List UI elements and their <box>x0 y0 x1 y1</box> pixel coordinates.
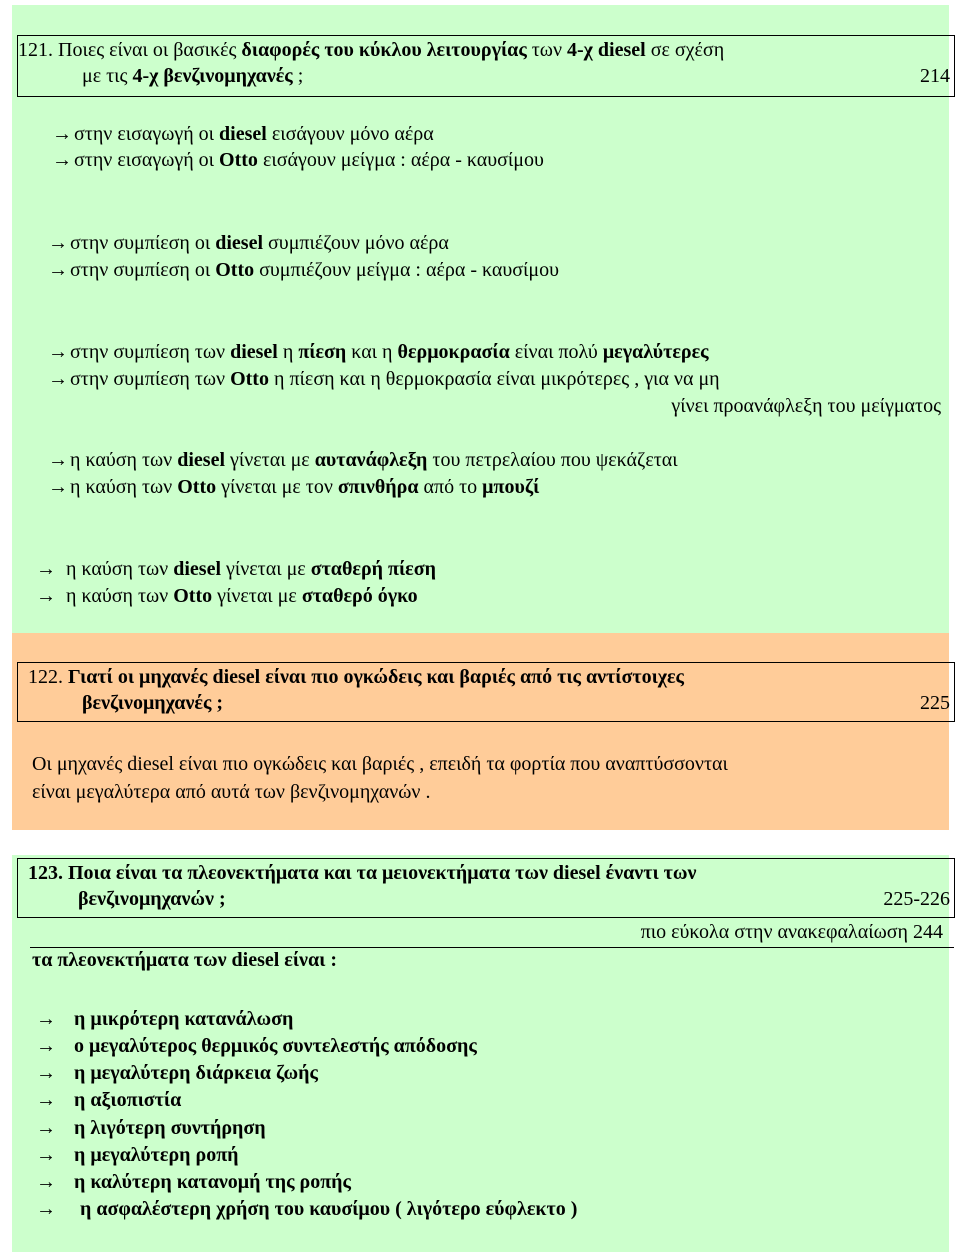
arrow-right-icon: → <box>52 149 72 171</box>
q122-number: 122. <box>28 666 63 688</box>
item-bold: μεγαλύτερες <box>602 341 709 363</box>
item-bold: Otto <box>219 149 258 171</box>
list-item <box>48 447 678 473</box>
item-text: η καύση των <box>66 558 174 580</box>
list-item <box>36 1115 266 1141</box>
item-text: είναι πολύ <box>509 341 603 363</box>
list-item <box>48 230 449 256</box>
q121-bold: διαφορές του κύκλου λειτουργίας <box>241 39 527 61</box>
list-item <box>48 257 559 283</box>
item-text: εισάγουν μείγμα : αέρα - καυσίμου <box>257 149 544 171</box>
advantage-text: η μεγαλύτερη ροπή <box>74 1144 239 1166</box>
q123-note: πιο εύκολα στην ανακεφαλαίωση 244 <box>640 921 943 943</box>
item-bold: Otto <box>215 259 255 281</box>
list-item <box>36 1169 351 1195</box>
q122-question-line1: Γιατί οι μηχανές diesel είναι πιο ογκώδεις και βαριές από τις αντίστοιχες <box>68 666 684 688</box>
item-bold: diesel <box>173 558 222 580</box>
item-continuation: γίνει προανάφλεξη του μείγματος <box>671 395 941 417</box>
list-item <box>48 474 539 500</box>
q123-question-box <box>17 858 955 918</box>
arrow-right-icon: → <box>36 1171 56 1193</box>
item-text: στην συμπίεση των <box>70 368 231 390</box>
item-text: γίνεται με <box>225 449 315 471</box>
advantage-text: η μεγαλύτερη διάρκεια ζωής <box>74 1062 318 1084</box>
arrow-right-icon: → <box>36 558 56 580</box>
list-item <box>36 1087 181 1113</box>
item-text: του πετρελαίου που ψεκάζεται <box>427 449 678 471</box>
item-text: η πίεση και η θερμοκρασία είναι μικρότερες , για να μη <box>268 368 720 390</box>
list-item <box>36 583 418 609</box>
list-item <box>52 121 434 147</box>
item-text: στην συμπίεση των <box>70 341 231 363</box>
advantage-text: η μικρότερη κατανάλωση <box>74 1008 294 1030</box>
item-bold: diesel <box>230 341 278 363</box>
q123-number: 123. <box>28 862 63 884</box>
item-bold: diesel <box>177 449 226 471</box>
list-item <box>48 339 709 365</box>
arrow-right-icon: → <box>36 1089 56 1111</box>
list-item <box>52 147 544 173</box>
item-text: η καύση των <box>70 449 178 471</box>
item-text: η καύση των <box>66 585 174 607</box>
arrow-right-icon: → <box>48 259 68 281</box>
arrow-right-icon: → <box>36 1008 56 1030</box>
list-item <box>36 1006 293 1032</box>
arrow-right-icon: → <box>48 449 68 471</box>
item-text: από το <box>418 476 483 498</box>
arrow-right-icon: → <box>52 123 72 145</box>
item-text: στην εισαγωγή οι <box>74 123 220 145</box>
list-item <box>36 1033 477 1059</box>
q121-bold: 4-χ βενζινομηχανές <box>132 65 293 87</box>
q122-answer-line1: Οι μηχανές diesel είναι πιο ογκώδεις και βαριές , επειδή τα φορτία που αναπτύσσονται <box>32 753 728 775</box>
q121-question-box <box>17 35 955 97</box>
q121-bold: 4-χ diesel <box>567 39 646 61</box>
item-bold: μπουζί <box>482 476 540 498</box>
q123-panel <box>12 855 949 1252</box>
arrow-right-icon: → <box>48 232 68 254</box>
item-bold: πίεση <box>298 341 347 363</box>
item-text: στην συμπίεση οι <box>70 232 216 254</box>
item-text: συμπιέζουν μόνο αέρα <box>263 232 449 254</box>
q121-text: των <box>526 39 568 61</box>
item-bold: αυτανάφλεξη <box>314 449 428 471</box>
arrow-right-icon: → <box>36 1144 56 1166</box>
list-item <box>36 1060 318 1086</box>
q122-panel <box>12 633 949 830</box>
q122-question-box <box>17 662 955 722</box>
q122-answer-line2: είναι μεγαλύτερα από αυτά των βενζινομηχανών . <box>32 781 431 803</box>
item-bold: Otto <box>230 368 269 390</box>
item-text: γίνεται με <box>212 585 302 607</box>
q122-question-line2: βενζινομηχανές ; <box>82 692 224 714</box>
list-item <box>48 366 720 392</box>
q123-subtitle: τα πλεονεκτήματα των diesel είναι : <box>32 949 337 971</box>
list-item <box>36 556 436 582</box>
q121-text: με τις <box>82 65 133 87</box>
advantage-text: ο μεγαλύτερος θερμικός συντελεστής απόδοσης <box>74 1035 477 1057</box>
arrow-right-icon: → <box>48 341 68 363</box>
advantage-text: η αξιοπιστία <box>74 1089 182 1111</box>
q123-question-line1: Ποια είναι τα πλεονεκτήματα και τα μειονεκτήματα των diesel έναντι των <box>68 862 697 884</box>
arrow-right-icon: → <box>36 1062 56 1084</box>
item-text: εισάγουν μόνο αέρα <box>266 123 434 145</box>
q121-panel <box>12 5 949 633</box>
arrow-right-icon: → <box>48 476 68 498</box>
item-text: στην συμπίεση οι <box>70 259 216 281</box>
item-text: η <box>277 341 299 363</box>
list-item <box>36 1142 239 1168</box>
item-bold: σπινθήρα <box>337 476 419 498</box>
q121-page-ref: 214 <box>920 65 950 87</box>
item-text: γίνεται με τον <box>216 476 338 498</box>
arrow-right-icon: → <box>36 1198 56 1220</box>
item-text: συμπιέζουν μείγμα : αέρα - καυσίμου <box>254 259 560 281</box>
advantage-text: η ασφαλέστερη χρήση του καυσίμου ( λιγότερο εύφλεκτο ) <box>80 1198 578 1220</box>
arrow-right-icon: → <box>36 1117 56 1139</box>
item-text: γίνεται με <box>221 558 311 580</box>
item-bold: diesel <box>219 123 267 145</box>
item-text: η καύση των <box>70 476 178 498</box>
q122-page-ref: 225 <box>920 692 950 714</box>
arrow-right-icon: → <box>36 1035 56 1057</box>
q121-text: σε σχέση <box>645 39 725 61</box>
item-text: και η <box>346 341 398 363</box>
item-bold: diesel <box>215 232 264 254</box>
item-text: στην εισαγωγή οι <box>74 149 220 171</box>
item-bold: θερμοκρασία <box>397 341 510 363</box>
list-item <box>36 1196 577 1222</box>
q121-text: Ποιες είναι οι βασικές <box>53 39 242 61</box>
q123-question-line2: βενζινομηχανών ; <box>78 888 226 910</box>
arrow-right-icon: → <box>36 585 56 607</box>
arrow-right-icon: → <box>48 368 68 390</box>
advantage-text: η λιγότερη συντήρηση <box>74 1117 266 1139</box>
q121-number: 121. <box>18 39 53 61</box>
item-bold: Otto <box>173 585 213 607</box>
item-bold: σταθερή πίεση <box>310 558 436 580</box>
advantage-text: η καλύτερη κατανομή της ροπής <box>74 1171 351 1193</box>
q123-page-ref: 225-226 <box>883 888 950 910</box>
item-bold: σταθερό όγκο <box>301 585 418 607</box>
item-bold: Otto <box>177 476 217 498</box>
q121-text: ; <box>292 65 304 87</box>
